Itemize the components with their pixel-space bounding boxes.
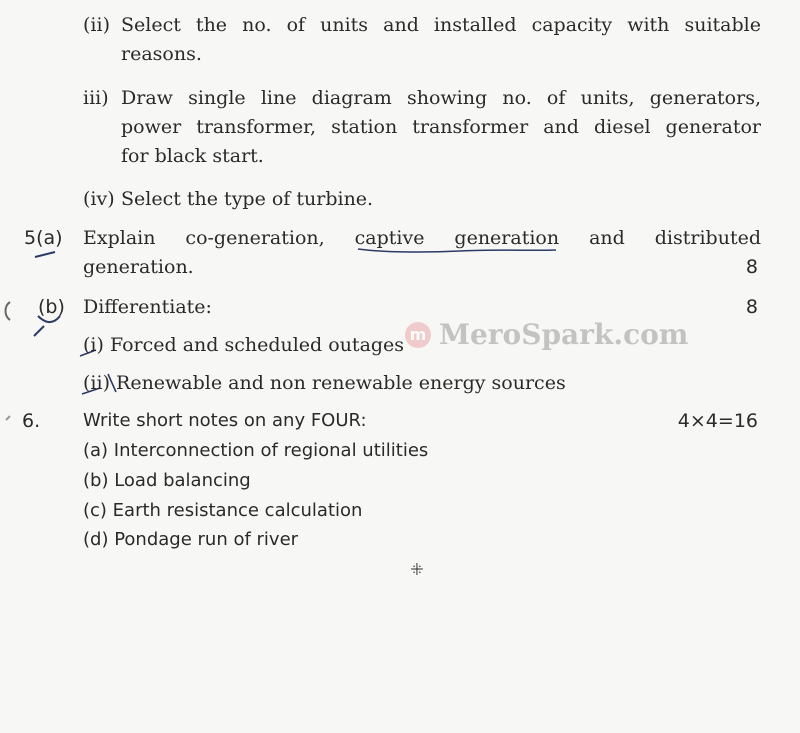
pen-bracket xyxy=(6,302,11,320)
q4-iii-line3: for black start. xyxy=(121,145,264,167)
watermark-text: MeroSpark.com xyxy=(439,318,689,351)
pen-mark-5a xyxy=(35,252,55,257)
q4-ii-label: (ii) xyxy=(83,14,110,36)
q4-ii-line1: Select the no. of units and installed capacity with suitable xyxy=(121,14,761,36)
q5b-text: Differentiate: xyxy=(83,296,212,318)
pen-dot-6 xyxy=(6,416,10,420)
q6-item-c: (c) Earth resistance calculation xyxy=(83,500,363,521)
q6-text: Write short notes on any FOUR: xyxy=(83,410,367,431)
q5a-marks: 8 xyxy=(745,256,758,278)
q4-ii-line2: reasons. xyxy=(121,43,202,65)
q6-number: 6. xyxy=(22,410,41,432)
q4-iv-text: Select the type of turbine. xyxy=(121,188,374,210)
q4-iii-line2: power transformer, station transformer and diesel generator xyxy=(121,116,761,138)
q5b-item-ii: (ii) Renewable and non renewable energy sources xyxy=(83,372,566,394)
pen-underline-captive xyxy=(358,249,556,252)
q5a-line2: generation. xyxy=(83,256,194,278)
q6-item-a: (a) Interconnection of regional utilities xyxy=(83,440,429,461)
q4-iii-label: iii) xyxy=(83,87,109,109)
q5b-marks: 8 xyxy=(745,296,758,318)
q6-item-b: (b) Load balancing xyxy=(83,470,251,491)
end-ornament: ꔰ xyxy=(410,560,424,579)
q4-iii-line1: Draw single line diagram showing no. of units, generators, xyxy=(121,87,761,109)
merospark-watermark xyxy=(405,318,688,351)
q5b-number: (b) xyxy=(38,296,65,318)
merospark-logo-icon: m xyxy=(405,322,431,348)
q6-item-d: (d) Pondage run of river xyxy=(83,529,299,550)
q5b-item-i: (i) Forced and scheduled outages xyxy=(83,334,405,356)
q5a-number: 5(a) xyxy=(24,227,63,249)
q6-marks: 4×4=16 xyxy=(677,410,758,432)
q5a-line1: Explain co-generation, captive generation and distributed xyxy=(83,227,761,249)
q4-iv-label: (iv) xyxy=(83,188,115,210)
